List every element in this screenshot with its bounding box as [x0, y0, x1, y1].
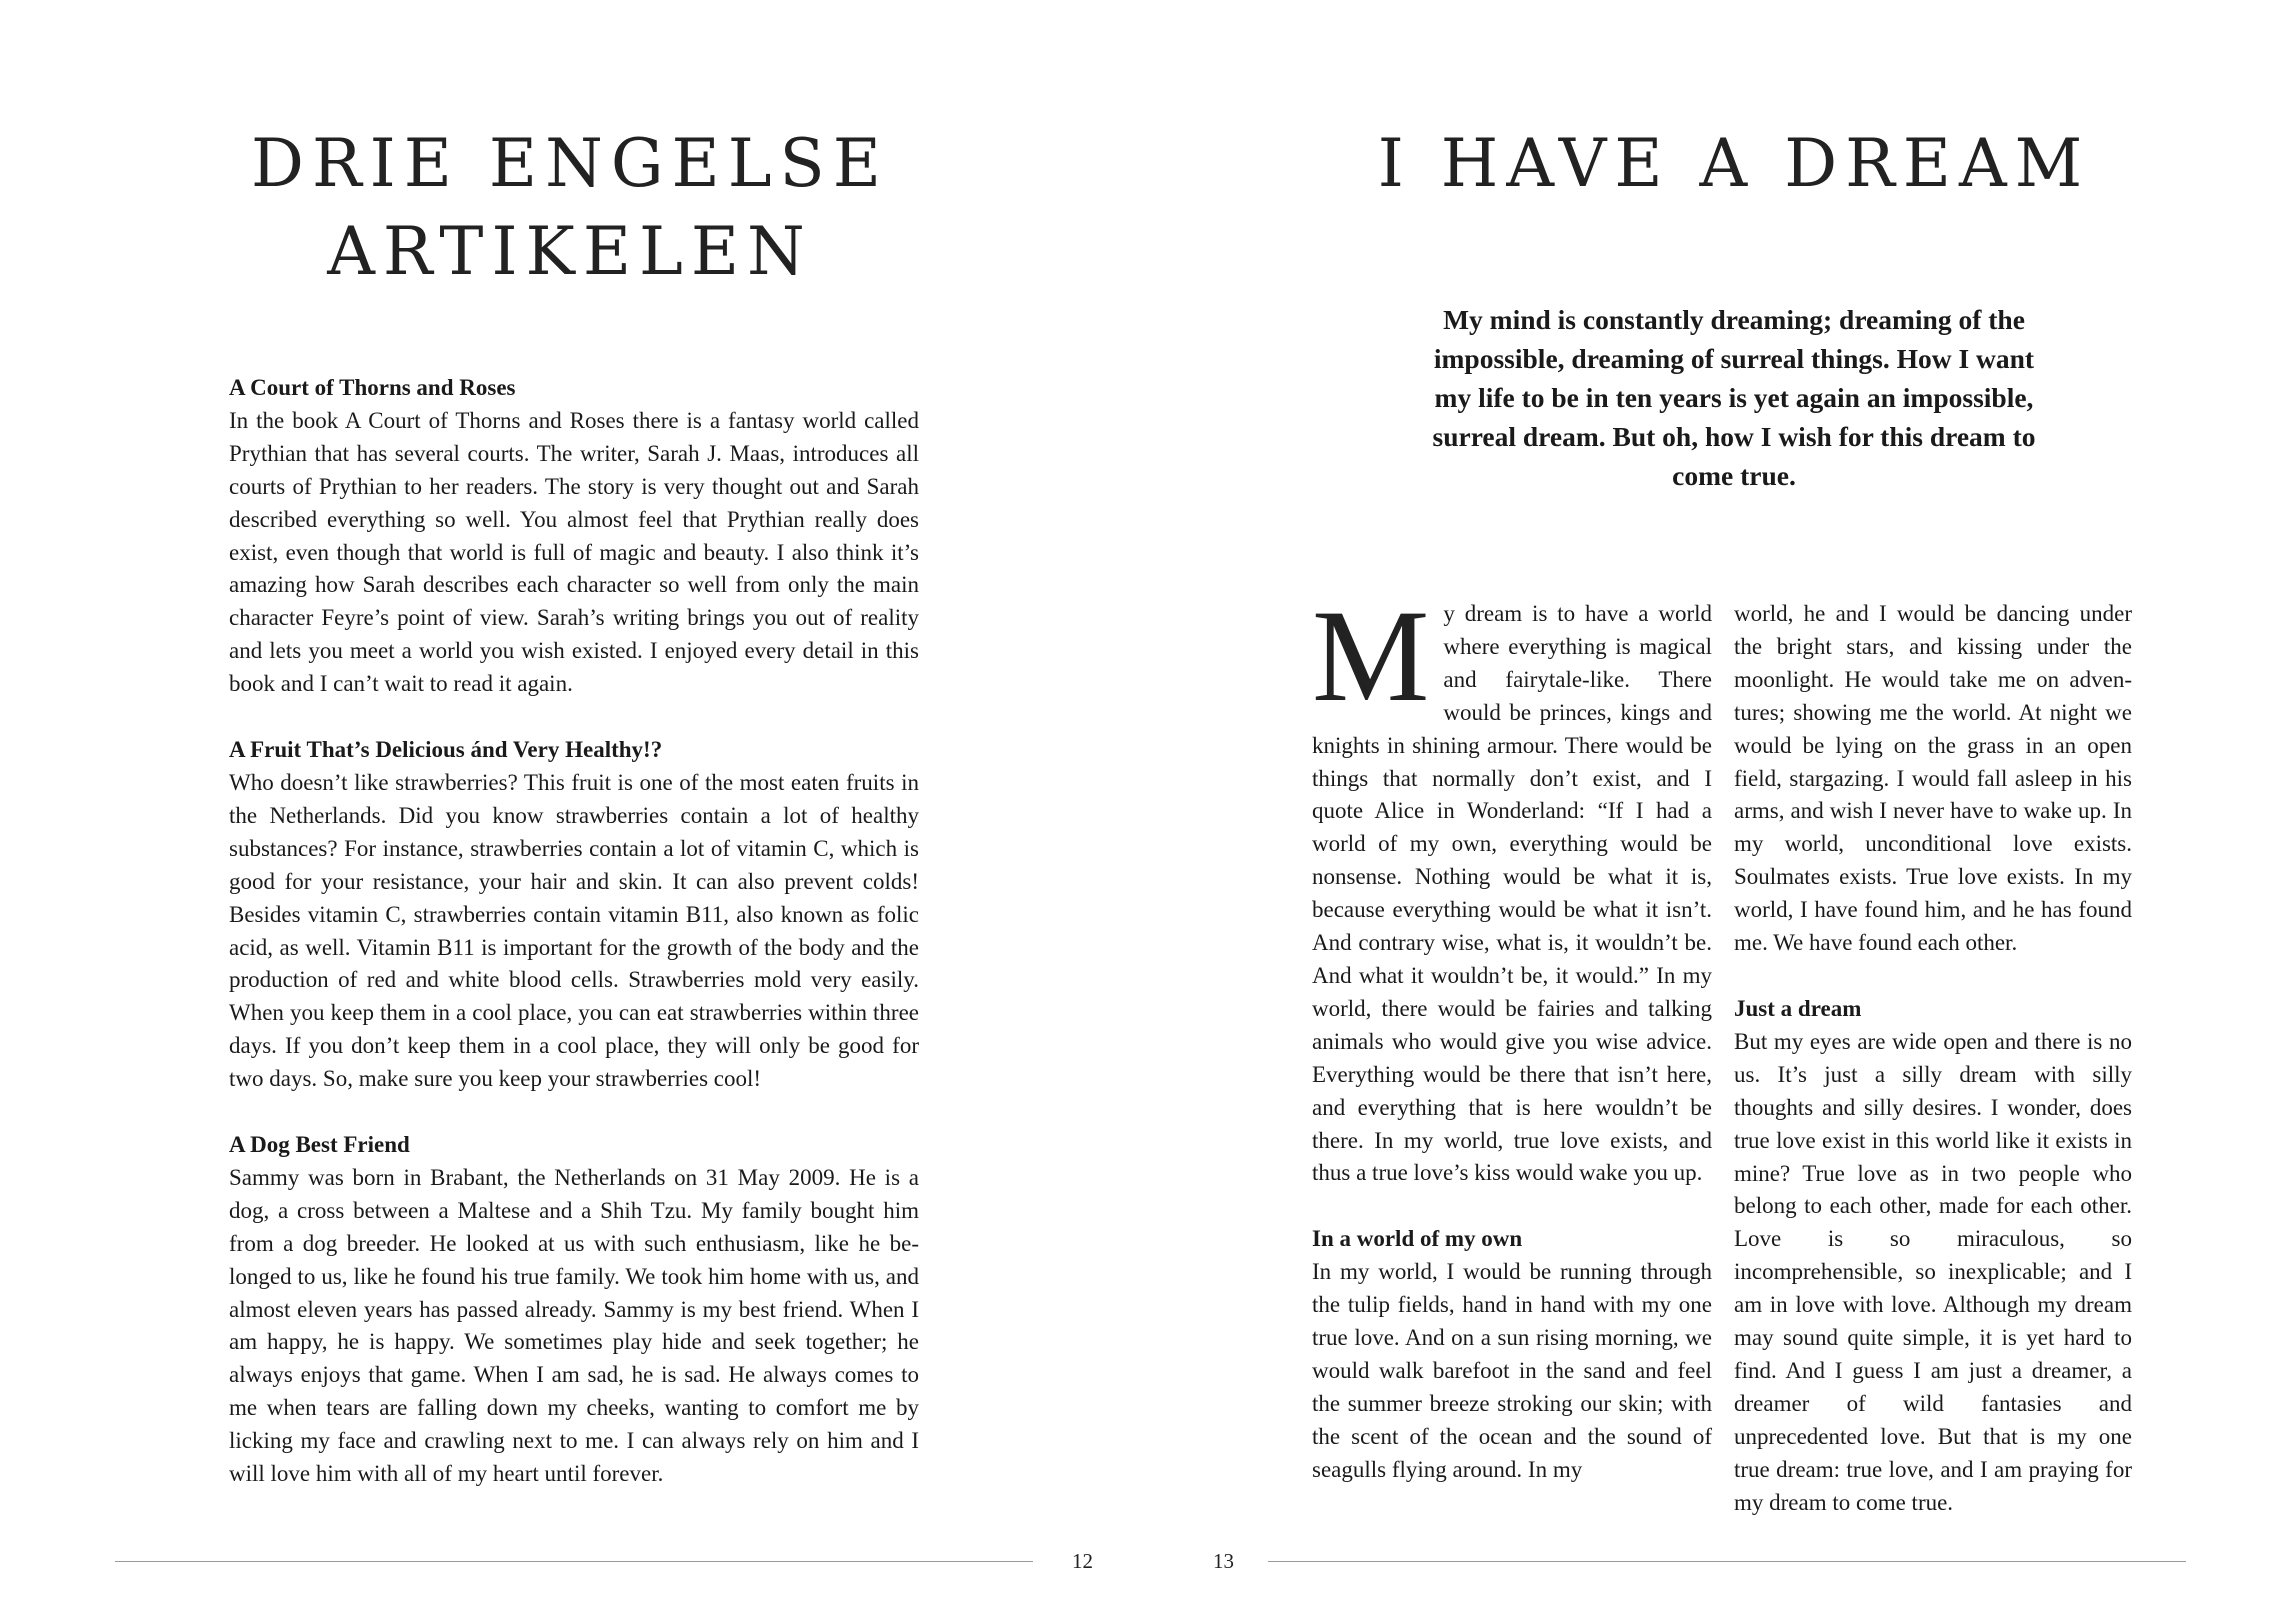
section-text: In the book A Court of Thorns and Roses there is a fantasy world called Prythian that has several courts. The writer, Sarah J. Maas, introduces all courts of Prythian to her readers. The story is very thought out and Sarah described everything so well. You almost feel that Prythian really does exist, even though that world is full of magic and beauty. I also think it’s amazing how Sarah describes each character so well from only the main character Feyre’s point of view. Sarah’s writing brings you out of reality and lets you meet a world you wish existed. I enjoyed every detail in this book and I can’t wait to read it again.: [229, 407, 919, 697]
left-article-column: [229, 372, 919, 1524]
continued-paragraph: world, he and I would be dancing under the bright stars, and kissing under the moonlight. He would take me on adventures; showing me the world. At night we would be lying on the grass in an open field, stargazing. I would fall asleep in his arms, and wish I never have to wake up. In my world, unconditional love exists. Soulmates exists. True love exists. In my world, I have found him, and he has found me. We have found each other.: [1734, 601, 2132, 956]
section-heading: A Dog Best Friend: [229, 1132, 410, 1158]
opening-paragraph: [1312, 582, 1712, 1190]
article-court-of-thorns: [229, 372, 919, 701]
heading-just-a-dream: Just a dream: [1734, 995, 1862, 1021]
right-page: [1144, 0, 2288, 1614]
section-heading: A Court of Thorns and Roses: [229, 375, 516, 400]
dream-paragraph: But my eyes are wide open and there is no us. It’s just a silly dream with silly thoughts and silly desires. I wonder, does true love exist in this world like it exists in mine? True love as in two people who belong to each other, made for each other. Love is so miraculous, so incomprehensible, so inexplicable; and I am in love with love. Although my dream may sound quite simple, it is yet hard to find. And I guess I am just a dreamer, a dreamer of wild fantasies and unprecedented love. But that is my one true dream: true love, and I am praying for my dream to come true.: [1734, 1028, 2132, 1515]
right-page-number: 13: [1213, 1549, 1234, 1573]
section-text: Sammy was born in Brabant, the Netherlands on 31 May 2009. He is a dog, a cross between a Maltese and a Shih Tzu. My family bought him from a dog breeder. He looked at us with such enthusiasm, like he belonged to us, like he found his true family. We took him home with us, and almost eleven years has passed already. Sammy is my best friend. When I am happy, he is happy. We sometimes play hide and seek together; he always enjoys that game. When I am sad, he is sad. He always comes to me when tears are falling down my cheeks, wanting to comfort me by licking my face and crawling next to me. I can always rely on him and I will love him with all of my heart until forever.: [229, 1164, 919, 1487]
article-strawberries: [229, 734, 919, 1096]
right-footer-rule: [1268, 1561, 2186, 1562]
section-text: Who doesn’t like strawberries? This fruit is one of the most eaten fruits in the Netherlands. Did you know strawberries contain a lot of healthy substances? For instance, strawberries contain a lot of vitamin C, which is good for your resistance, your hair and skin. It can also prevent colds! Besides vitamin C, strawberries contain vitamin B11, also known as folic acid, as well. Vitamin B11 is important for the growth of the body and the production of red and white blood cells. Strawberries mold very easily. When you keep them in a cool place, you can eat strawberries within three days. If you don’t keep them in a cool place, they will only be good for two days. So, make sure you keep your strawberries cool!: [229, 769, 919, 1092]
heading-world-of-my-own: In a world of my own: [1312, 1226, 1523, 1252]
right-column-1: [1312, 582, 1712, 1487]
article-dog-best-friend: [229, 1129, 919, 1491]
opening-text: y dream is to have a world where everything is magical and fairytale-like. There would be princes, kings and knights in shining armour. There would be things that normally don’t exist, and I quote Alice in Wonderland: “If I had a world of my own, everything would be nonsense. Nothing would be what it is, because everything would be what it isn’t. And contrary wise, what is, it wouldn’t be. And what it wouldn’t be, it would.” In my world, there would be fairies and talking animals who would give you wise advice. Everything would be there that isn’t here, and everything that is here wouldn’t be there. In my world, true love exists, and thus a true love’s kiss would wake you up.: [1312, 601, 1712, 1186]
left-title-line2: ARTIKELEN: [327, 213, 813, 290]
right-column-2: [1734, 598, 2132, 1519]
section-heading: A Fruit That’s Delicious ánd Very Healthy!?: [229, 737, 663, 763]
left-footer-rule: [115, 1561, 1033, 1562]
right-page-title: I HAVE A DREAM: [1377, 125, 2091, 202]
drop-cap: M: [1312, 582, 1430, 729]
world-paragraph: In my world, I would be running through the tulip fields, hand in hand with my one true love. And on a sun rising morning, we would walk barefoot in the sand and feel the summer breeze stroking our skin; with the scent of the ocean and the sound of seagulls flying around. In my: [1312, 1259, 1712, 1482]
left-page-number: 12: [1072, 1549, 1093, 1573]
lead-paragraph: My mind is constantly dreaming; dreaming of the impossible, dreaming of surreal things. How I want my life to be in ten years is yet again an impossible, surreal dream. But oh, how I wish for this dream to come true.: [1432, 304, 2036, 491]
left-page-title: [180, 120, 960, 296]
left-title-line1: DRIE ENGELSE: [251, 125, 889, 202]
